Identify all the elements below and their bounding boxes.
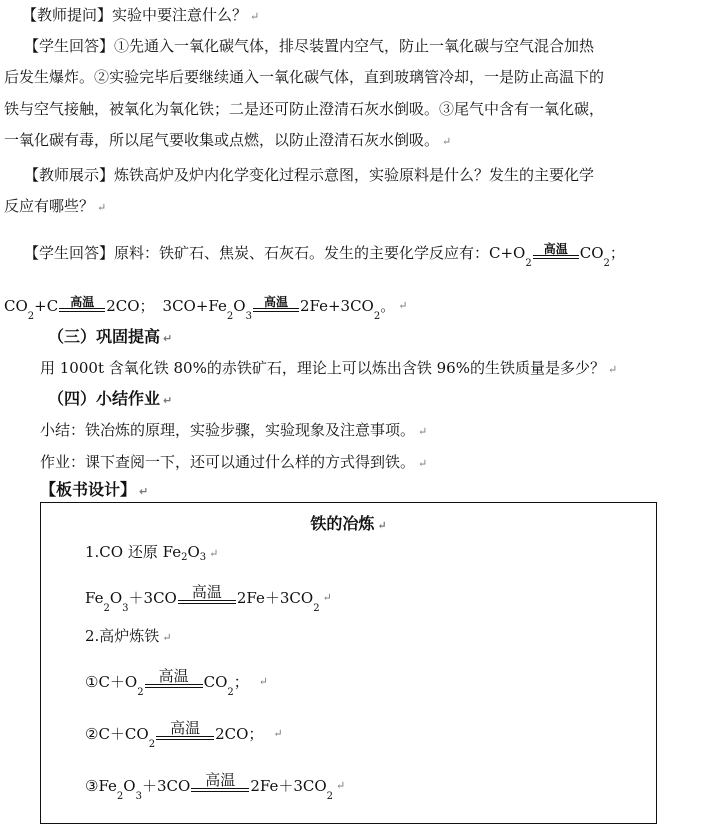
student-answer-1-line-3: 铁与空气接触，被氧化为氧化铁；二是还可防止澄清石灰水倒吸。③尾气中含有一氧化碳，: [4, 100, 605, 118]
board-title: 铁的冶炼 ↵: [310, 514, 387, 533]
student-answer-1-line-1: 【学生回答】①先通入一氧化碳气体，排尽装置内空气，防止一氧化碳与空气混合加热: [24, 37, 595, 55]
section-3-heading: （三）巩固提高 ↵: [48, 327, 173, 346]
board-reaction-4: ③Fe 2 O 3 ＋3CO 高温 2Fe＋3CO 2 ↵: [85, 771, 346, 802]
board-reaction-1: Fe 2 O 3 ＋3CO 高温 2Fe＋3CO 2 ↵: [85, 583, 332, 614]
board-reaction-2: ①C＋O 2 高温 CO 2 ； ↵: [85, 667, 268, 698]
board-design-heading: 【板书设计】 ↵: [40, 480, 149, 499]
board-item-1: 1.CO 还原 $Fe_2O_3$ ↵: [85, 543, 219, 563]
high-temp-condition: 高温: [253, 296, 299, 317]
high-temp-condition: 高温: [178, 584, 236, 609]
student-answer-2-line-1: 【学生回答】原料：铁矿石、焦炭、石灰石。发生的主要化学反应有：C+O 2 高温 CO 2 ；: [24, 242, 625, 269]
teacher-show-line-2: 反应有哪些？ ↵: [4, 197, 107, 215]
homework-line: 作业：课下查阅一下，还可以通过什么样的方式得到铁。 ↵: [40, 453, 428, 471]
practice-problem: 用 1000t 含氧化铁 80%的赤铁矿石，理论上可以炼出含铁 96%的生铁质量是多少？ ↵: [40, 359, 618, 377]
board-item-2: 2.高炉炼铁 ↵: [85, 627, 172, 645]
high-temp-condition: 高温: [156, 720, 214, 745]
section-4-heading: （四）小结作业 ↵: [48, 389, 173, 408]
high-temp-condition: 高温: [191, 772, 249, 797]
summary-line: 小结：铁冶炼的原理，实验步骤，实验现象及注意事项。 ↵: [40, 421, 428, 439]
teacher-show-line-1: 【教师展示】炼铁高炉及炉内化学变化过程示意图，实验原料是什么？发生的主要化学: [24, 166, 595, 184]
board-design-box: [40, 502, 657, 824]
student-answer-2-line-2: CO 2 +C 高温 2CO； 3CO+Fe 2 O 3 高温 2Fe+3CO 2 。 ↵: [4, 295, 408, 322]
student-answer-1-line-4: 一氧化碳有毒，所以尾气要收集或点燃，以防止澄清石灰水倒吸。 ↵: [4, 131, 452, 149]
teacher-question-1: 【教师提问】实验中要注意什么？ ↵: [22, 6, 260, 24]
high-temp-condition: 高温: [533, 243, 579, 264]
student-answer-1-line-2: 后发生爆炸。②实验完毕后要继续通入一氧化碳气体，直到玻璃管冷却，一是防止高温下的: [4, 68, 605, 86]
high-temp-condition: 高温: [145, 668, 203, 693]
high-temp-condition: 高温: [59, 296, 105, 317]
board-reaction-3: ②C＋CO 2 高温 2CO； ↵: [85, 719, 283, 750]
